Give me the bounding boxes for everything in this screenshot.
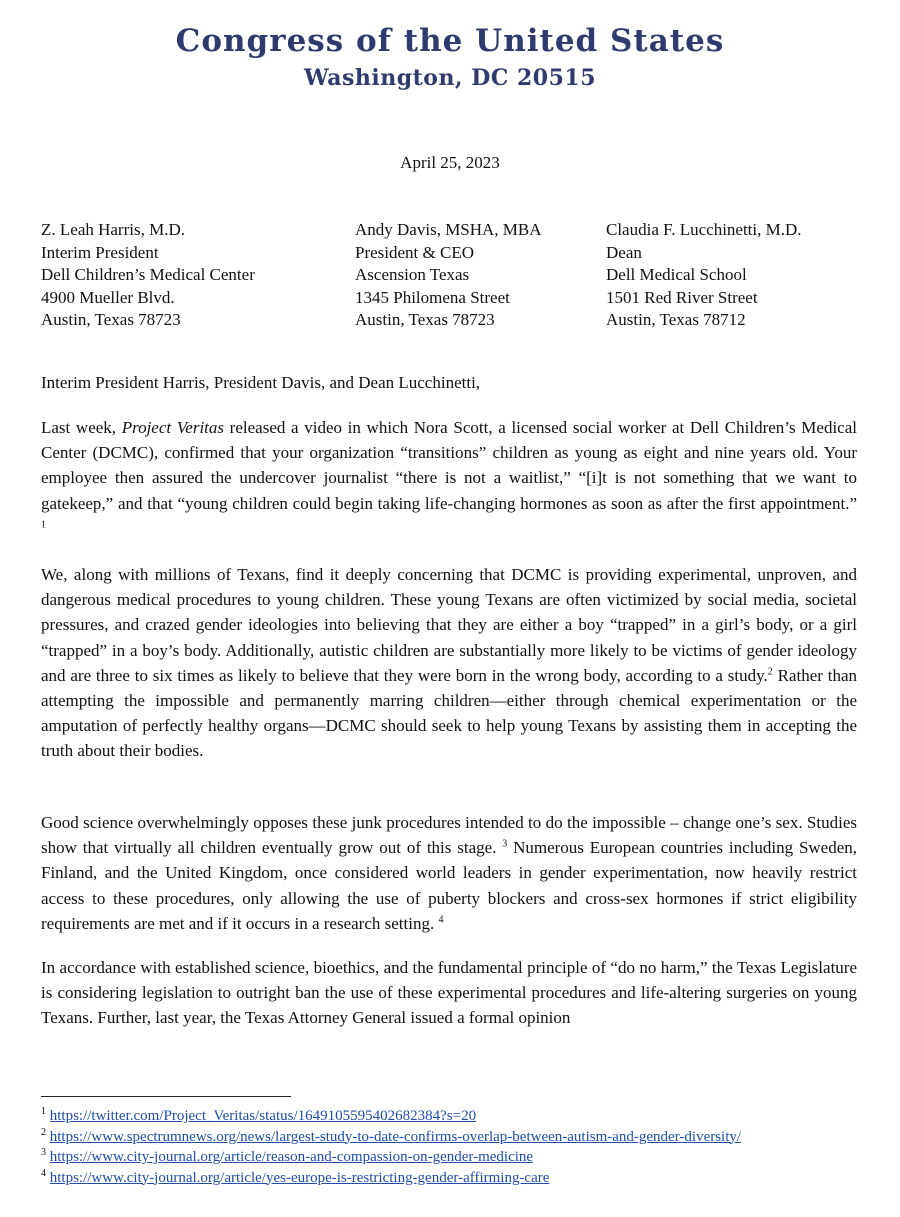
recipient-name: Claudia F. Lucchinetti, M.D.: [606, 220, 802, 239]
recipient-address-3: [606, 219, 802, 332]
paragraph-text: Good science overwhelmingly opposes these junk procedures intended to do the impossible – change one’s sex. Studies show that virtually all children eventually grow out of this stage.: [41, 813, 857, 858]
footnotes: [41, 1106, 871, 1188]
recipient-street: 1501 Red River Street: [606, 287, 758, 307]
recipient-street: 4900 Mueller Blvd.: [41, 287, 175, 307]
footnote-link[interactable]: https://twitter.com/Project_Veritas/status/1649105595402682384?s=20: [49, 1108, 477, 1124]
footnote-3: [41, 1147, 871, 1168]
recipient-city: Austin, Texas 78723: [41, 310, 181, 329]
paragraph-3: [41, 810, 857, 936]
footnote-divider: [41, 1096, 291, 1097]
footnote-ref[interactable]: 4: [438, 914, 444, 926]
recipient-org: Ascension Texas: [355, 265, 470, 284]
recipient-city: Austin, Texas 78723: [355, 310, 495, 329]
recipient-address-2: [355, 219, 542, 332]
footnote-4: [41, 1168, 871, 1189]
publication-name: Project Veritas: [121, 418, 225, 437]
paragraph-text: Rather than attempting the impossible and permanently marring children—either through chemical experimentation or the amputation of perfectly healthy organs—DCMC should seek to help young Texans by assisting them in accepting the truth about their bodies.: [41, 665, 857, 761]
footnote-ref[interactable]: 2: [767, 666, 773, 678]
footnote-number: 3: [41, 1147, 46, 1158]
paragraph-2: [41, 562, 857, 764]
letterhead-subtitle: Washington, DC 20515: [303, 65, 597, 91]
letterhead: [0, 22, 900, 94]
paragraph-4: In accordance with established science, bioethics, and the fundamental principle of “do no harm,” the Texas Legislature is considering legislation to outright ban the use of these experimental procedures and life-altering surgeries on young Texans. Further, last year, the Texas Attorney General issued a formal opinion: [41, 958, 857, 1028]
footnote-1: [41, 1106, 871, 1127]
footnote-link[interactable]: https://www.spectrumnews.org/news/largest-study-to-date-confirms-overlap-between-autism-and-gender-diversity/: [49, 1128, 742, 1145]
paragraph-1: [41, 415, 857, 541]
recipient-name: Z. Leah Harris, M.D.: [41, 220, 185, 239]
recipient-city: Austin, Texas 78712: [606, 310, 746, 329]
footnote-ref[interactable]: 1: [41, 519, 46, 531]
footnote-number: 4: [41, 1167, 46, 1179]
paragraph-text: released a video in which Nora Scott, a licensed social worker at Dell Children’s Medical Center (DCMC), confirmed that your organization “transitions” children as young as eight and nine years old. Your employee then assured the undercover journalist “there is not a waitlist,” “[i]t is not something that we want to gatekeep,” and that “young children could begin taking life-changing hormones as soon as after the first appointment.”: [41, 418, 857, 513]
recipient-title: Interim President: [41, 242, 159, 262]
letter-date: April 25, 2023: [400, 153, 500, 172]
paragraph-text: Numerous European countries including Sweden, Finland, and the United Kingdom, once considered world leaders in gender experimentation, now heavily restrict access to these procedures, only allowing the use of puberty blockers and cross-sex hormones if strict eligibility requirements are met and if it occurs in a research setting.: [41, 838, 858, 933]
footnote-number: 1: [41, 1106, 46, 1117]
recipient-title: Dean: [606, 242, 642, 262]
recipient-street: 1345 Philomena Street: [355, 287, 510, 307]
footnote-2: [41, 1127, 871, 1148]
recipient-org: Dell Children’s Medical Center: [41, 265, 255, 284]
letterhead-title: Congress of the United States: [175, 23, 725, 59]
salutation: Interim President Harris, President Davis, and Dean Lucchinetti,: [41, 373, 481, 392]
recipient-title: President & CEO: [355, 242, 474, 262]
footnote-link[interactable]: https://www.city-journal.org/article/reason-and-compassion-on-gender-medicine: [49, 1149, 534, 1165]
recipient-org: Dell Medical School: [606, 265, 747, 284]
footnote-number: 2: [41, 1126, 46, 1138]
paragraph-text: We, along with millions of Texans, find it deeply concerning that DCMC is providing experimental, unproven, and dangerous medical procedures to young children. These young Texans are often victimized by social media, societal pressures, and crazed gender ideologies into believing that they are either a boy “trapped” in a girl’s body, or a girl “trapped” in a boy’s body. Additionally, autistic children are substantially more likely to be victims of gender ideology and are three to six times as likely to believe that they were born in the wrong body, according to a study.: [41, 565, 857, 685]
footnote-ref[interactable]: 3: [502, 838, 508, 850]
recipient-address-1: [41, 219, 255, 332]
paragraph-text: Last week,: [41, 418, 122, 437]
footnote-link[interactable]: https://www.city-journal.org/article/yes-europe-is-restricting-gender-affirming-care: [49, 1169, 550, 1186]
recipient-name: Andy Davis, MSHA, MBA: [355, 220, 542, 239]
